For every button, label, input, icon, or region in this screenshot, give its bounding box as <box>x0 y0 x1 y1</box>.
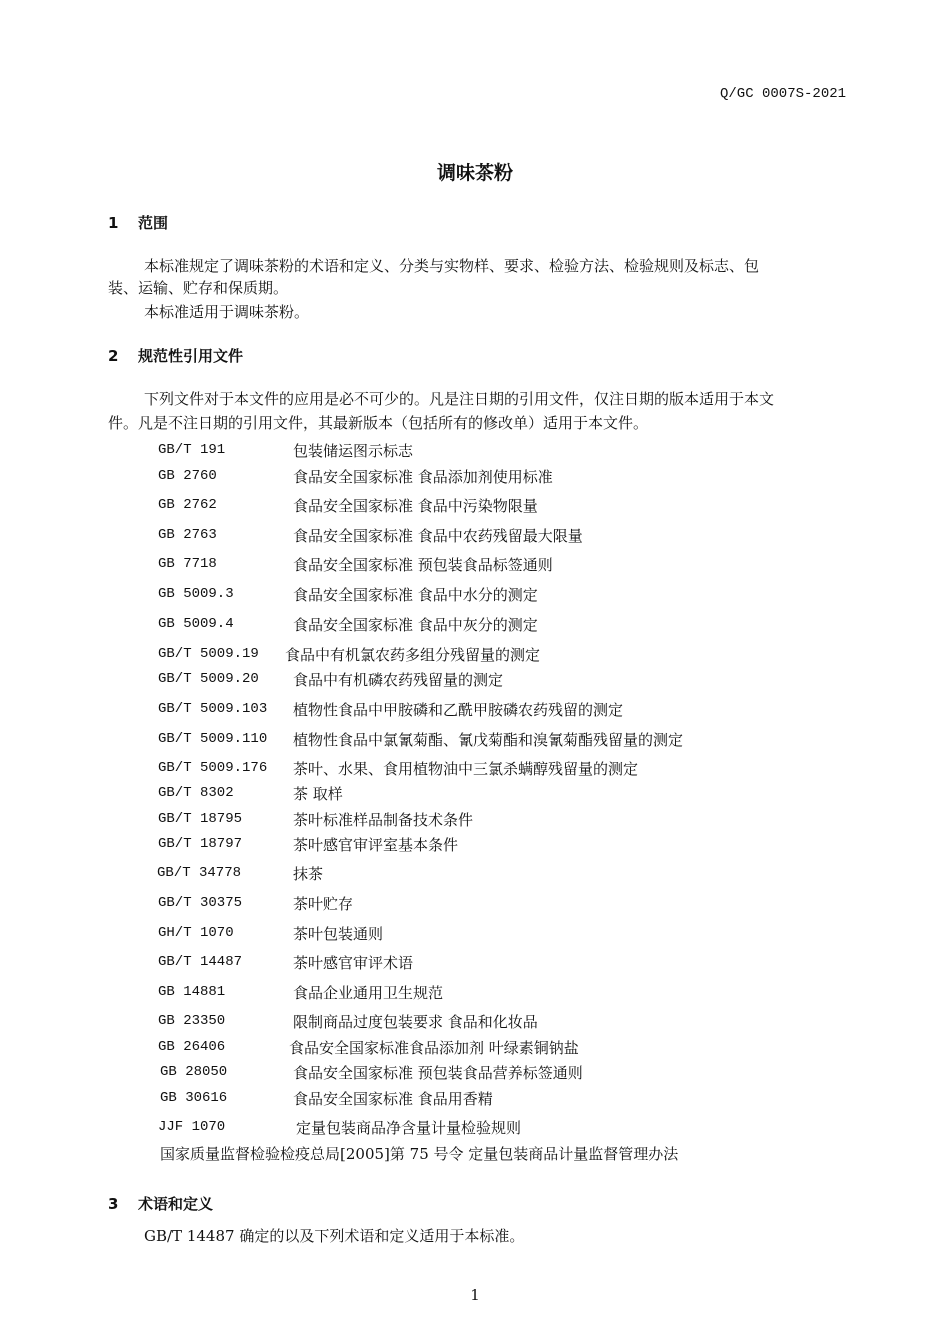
reference-code: GB 5009.4 <box>158 616 234 632</box>
document-title: 调味茶粉 <box>436 162 513 184</box>
section-title: 术语和定义 <box>138 1195 214 1213</box>
reference-code: GB/T 191 <box>158 442 226 458</box>
reference-title: 食品中有机磷农药残留量的测定 <box>293 671 504 689</box>
reference-code: GB/T 8302 <box>158 785 234 801</box>
reference-code: GB/T 5009.176 <box>158 760 268 776</box>
section-title: 范围 <box>138 214 169 232</box>
section-2-heading <box>108 345 243 366</box>
reference-title: 植物性食品中甲胺磷和乙酰甲胺磷农药残留的测定 <box>293 701 624 719</box>
reference-title: 食品中有机氯农药多组分残留量的测定 <box>285 646 541 664</box>
section-number: 2 <box>108 347 119 365</box>
reference-title: 食品安全国家标准 食品中水分的测定 <box>293 586 538 604</box>
reference-code: GH/T 1070 <box>158 925 234 941</box>
reference-code: GB 5009.3 <box>158 586 234 602</box>
reference-code: GB/T 5009.19 <box>158 646 259 662</box>
reference-code: GB 26406 <box>158 1039 226 1055</box>
document-code: Q/GC 0007S-2021 <box>720 86 847 102</box>
reference-title: 茶 取样 <box>293 785 343 803</box>
section-2-intro-line: 下列文件对于本文件的应用是必不可少的。凡是注日期的引用文件，仅注日期的版本适用于本文 <box>144 390 775 408</box>
section-1-paragraph-line: 本标准规定了调味茶粉的术语和定义、分类与实物样、要求、检验方法、检验规则及标志、包 <box>144 257 760 275</box>
section-number: 3 <box>108 1195 119 1213</box>
section-3-heading <box>108 1193 213 1214</box>
reference-code: GB 23350 <box>158 1013 226 1029</box>
reference-title: 茶叶感官审评术语 <box>293 954 414 972</box>
reference-title: 限制商品过度包装要求 食品和化妆品 <box>293 1013 538 1031</box>
reference-code: GB 2762 <box>158 497 217 513</box>
section-3-paragraph: GB/T 14487 确定的以及下列术语和定义适用于本标准。 <box>144 1227 525 1245</box>
reference-code: JJF 1070 <box>158 1119 226 1135</box>
reference-regulation: 国家质量监督检验检疫总局[2005]第 75 号令 定量包装商品计量监督管理办法 <box>160 1145 679 1163</box>
reference-title: 植物性食品中氯氰菊酯、氰戊菊酯和溴氰菊酯残留量的测定 <box>293 731 684 749</box>
reference-title: 食品安全国家标准 预包装食品营养标签通则 <box>293 1064 583 1082</box>
section-2-intro-line: 件。凡是不注日期的引用文件，其最新版本（包括所有的修改单）适用于本文件。 <box>108 414 649 432</box>
section-1-paragraph-line: 装、运输、贮存和保质期。 <box>108 279 289 297</box>
reference-title: 茶叶、水果、食用植物油中三氯杀螨醇残留量的测定 <box>293 760 639 778</box>
reference-code: GB 30616 <box>160 1090 228 1106</box>
reference-code: GB 14881 <box>158 984 226 1000</box>
reference-code: GB/T 18797 <box>158 836 243 852</box>
page-number: 1 <box>470 1286 480 1304</box>
reference-code: GB/T 5009.103 <box>158 701 268 717</box>
reference-title: 茶叶标准样品制备技术条件 <box>293 811 474 829</box>
reference-title: 茶叶感官审评室基本条件 <box>293 836 459 854</box>
section-number: 1 <box>108 214 119 232</box>
reference-title: 食品安全国家标准 预包装食品标签通则 <box>293 556 553 574</box>
reference-title: 食品安全国家标准 食品中污染物限量 <box>293 497 538 515</box>
reference-code: GB 7718 <box>158 556 217 572</box>
reference-code: GB/T 5009.20 <box>158 671 259 687</box>
reference-title: 抹茶 <box>293 865 324 883</box>
reference-code: GB/T 5009.110 <box>158 731 268 747</box>
reference-title: 茶叶贮存 <box>293 895 354 913</box>
reference-title: 食品安全国家标准 食品中灰分的测定 <box>293 616 538 634</box>
reference-code: GB/T 34778 <box>157 865 242 881</box>
reference-title: 食品安全国家标准 食品添加剂使用标准 <box>293 468 553 486</box>
section-1-paragraph: 本标准适用于调味茶粉。 <box>144 303 310 321</box>
reference-code: GB/T 30375 <box>158 895 243 911</box>
reference-code: GB 2763 <box>158 527 217 543</box>
reference-title: 食品安全国家标准 食品用香精 <box>293 1090 493 1108</box>
section-title: 规范性引用文件 <box>138 347 244 365</box>
reference-code: GB/T 14487 <box>158 954 243 970</box>
reference-title: 定量包装商品净含量计量检验规则 <box>296 1119 522 1137</box>
reference-title: 食品安全国家标准 食品中农药残留最大限量 <box>293 527 583 545</box>
reference-title: 食品企业通用卫生规范 <box>293 984 444 1002</box>
reference-title: 食品安全国家标准食品添加剂 叶绿素铜钠盐 <box>289 1039 579 1057</box>
reference-title: 茶叶包装通则 <box>293 925 384 943</box>
reference-code: GB 28050 <box>160 1064 228 1080</box>
reference-code: GB/T 18795 <box>158 811 243 827</box>
reference-code: GB 2760 <box>158 468 217 484</box>
section-1-heading <box>108 212 168 233</box>
reference-title: 包装储运图示标志 <box>293 442 414 460</box>
